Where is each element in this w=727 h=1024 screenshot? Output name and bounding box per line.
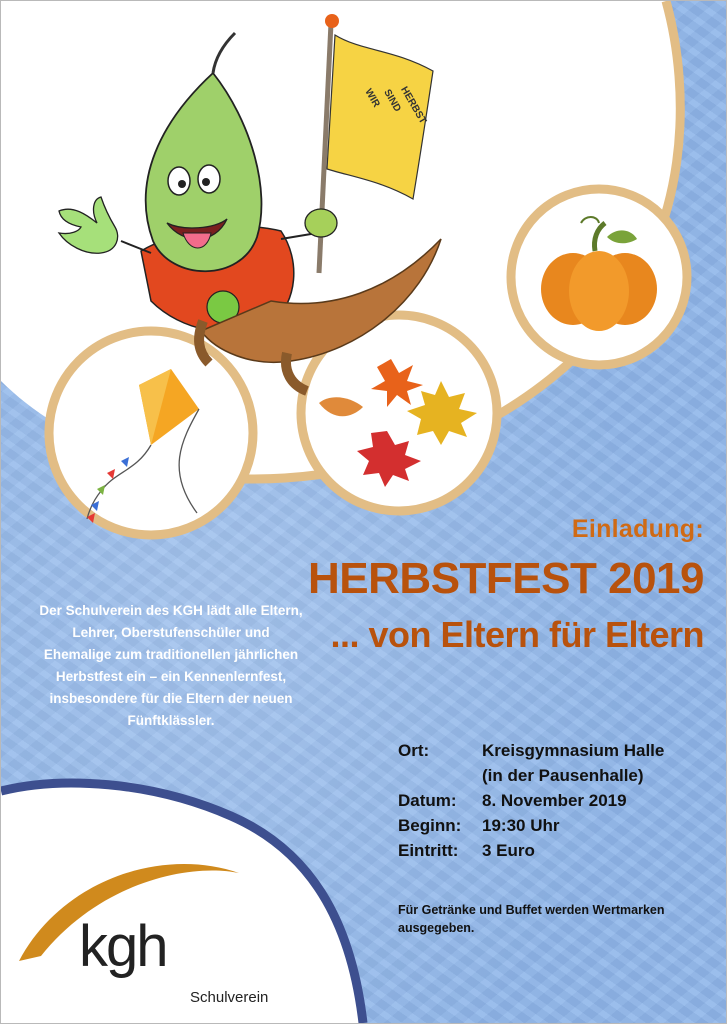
ort-value: Kreisgymnasium Halle <box>482 741 665 760</box>
pumpkin-circle <box>511 189 687 365</box>
flag-text-2: SIND <box>381 87 403 114</box>
datum-label: Datum: <box>398 791 457 810</box>
event-subtitle: ... von Eltern für Eltern <box>330 614 704 655</box>
detail-row-ort <box>398 738 664 763</box>
bottom-white-area <box>1 783 363 1023</box>
datum-value: 8. November 2019 <box>482 791 627 810</box>
beginn-value: 19:30 Uhr <box>482 816 560 835</box>
voucher-note: Für Getränke und Buffet werden Wertmarken ausgegeben. <box>398 903 665 935</box>
detail-row-datum <box>398 788 664 813</box>
eintritt-label: Eintritt: <box>398 841 459 860</box>
kite-circle <box>49 331 253 535</box>
invitation-label: Einladung: <box>571 515 704 543</box>
poster-artwork <box>1 1 726 1023</box>
detail-row-beginn <box>398 813 664 838</box>
event-details <box>398 738 664 863</box>
ort-label: Ort: <box>398 741 430 760</box>
intro-text: Der Schulverein des KGH lädt alle Eltern, Lehrer, Oberstufenschüler und Ehemalige zum traditionellen jährlichen Herbstfest ein – ein Kennenlernfest, insbesondere für die Eltern der neuen Fünftklässler. <box>39 603 303 728</box>
logo-schulverein: Schulverein <box>190 989 269 1006</box>
beginn-label: Beginn: <box>398 816 462 835</box>
flag-text-3: HERBST <box>398 84 429 126</box>
logo-kgh: kgh <box>79 914 167 979</box>
event-title: HERBSTFEST 2019 <box>308 554 704 603</box>
detail-row-ort-2 <box>398 763 664 788</box>
eintritt-value: 3 Euro <box>482 841 535 860</box>
ort-value-2: (in der Pausenhalle) <box>482 766 644 785</box>
flag-text-1: WIR <box>362 87 382 110</box>
detail-row-eintritt <box>398 838 664 863</box>
